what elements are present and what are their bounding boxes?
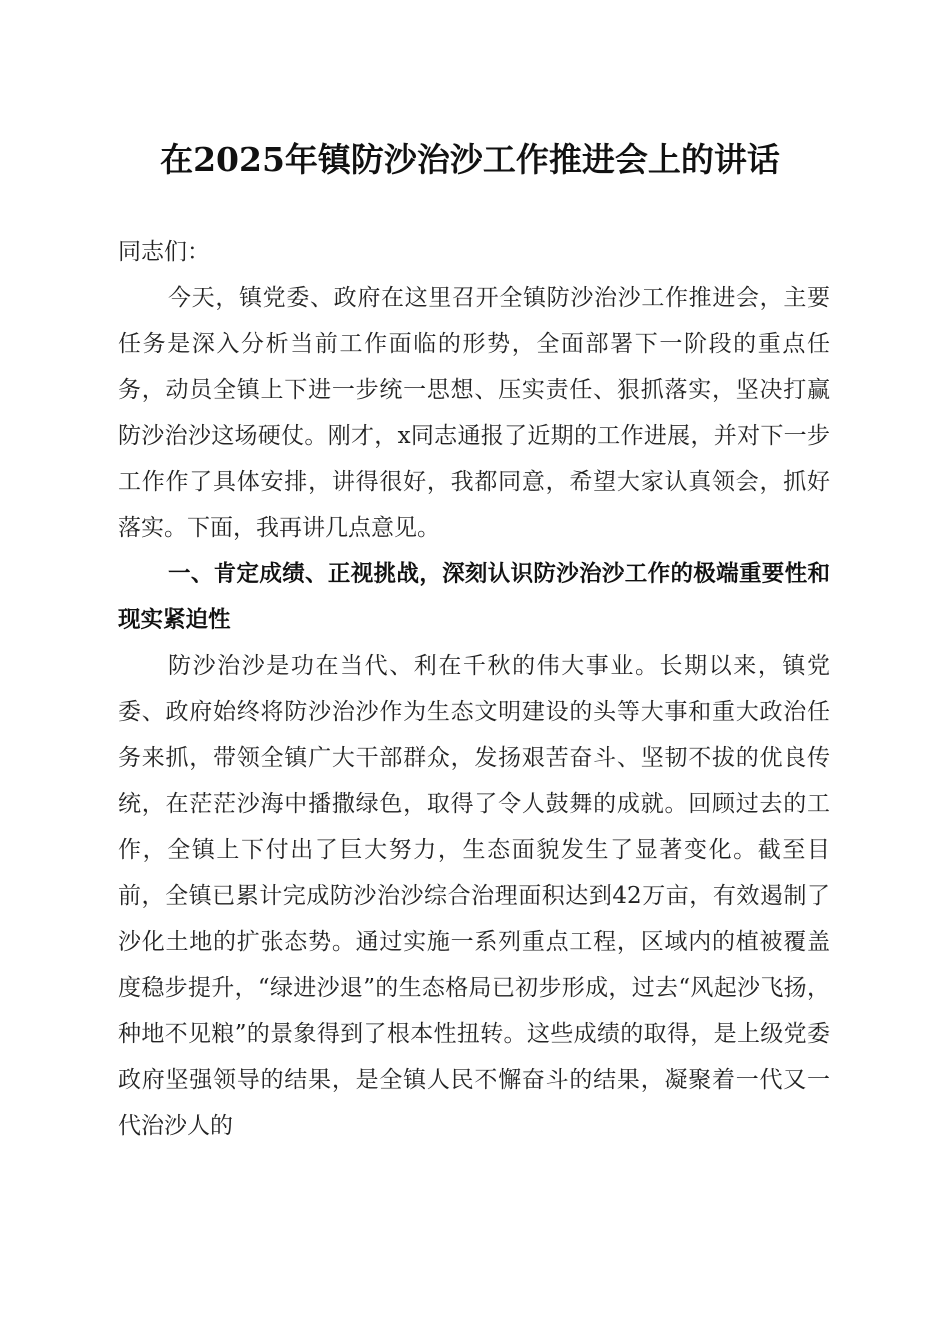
paragraph-achievements: 防沙治沙是功在当代、利在千秋的伟大事业。长期以来，镇党委、政府始终将防沙治沙作为生态文明建设的头等大事和重大政治任务来抓，带领全镇广大干部群众，发扬艰苦奋斗、坚韧不拔的优良传统，在茫茫沙海中播撒绿色，取得了令人鼓舞的成就。回顾过去的工作，全镇上下付出了巨大努力，生态面貌发生了显著变化。截至目前，全镇已累计完成防沙治沙综合治理面积达到42万亩，有效遏制了沙化土地的扩张态势。通过实施一系列重点工程，区域内的植被覆盖度稳步提升，“绿进沙退”的生态格局已初步形成，过去“风起沙飞扬，种地不见粮”的景象得到了根本性扭转。这些成绩的取得，是上级党委政府坚强领导的结果，是全镇人民不懈奋斗的结果，凝聚着一代又一代治沙人的 — [118, 653, 830, 1139]
salutation: 同志们： — [118, 239, 210, 265]
document-title: 在2025年镇防沙治沙工作推进会上的讲话 — [160, 140, 780, 179]
section-heading-1: 一、肯定成绩、正视挑战，深刻认识防沙治沙工作的极端重要性和现实紧迫性 — [118, 561, 830, 633]
document-body — [118, 229, 830, 1149]
paragraph-opening: 今天，镇党委、政府在这里召开全镇防沙治沙工作推进会，主要任务是深入分析当前工作面临的形势，全面部署下一阶段的重点任务，动员全镇上下进一步统一思想、压实责任、狠抓落实，坚决打赢防沙治沙这场硬仗。刚才，x同志通报了近期的工作进展，并对下一步工作作了具体安排，讲得很好，我都同意，希望大家认真领会，抓好落实。下面，我再讲几点意见。 — [118, 285, 830, 541]
